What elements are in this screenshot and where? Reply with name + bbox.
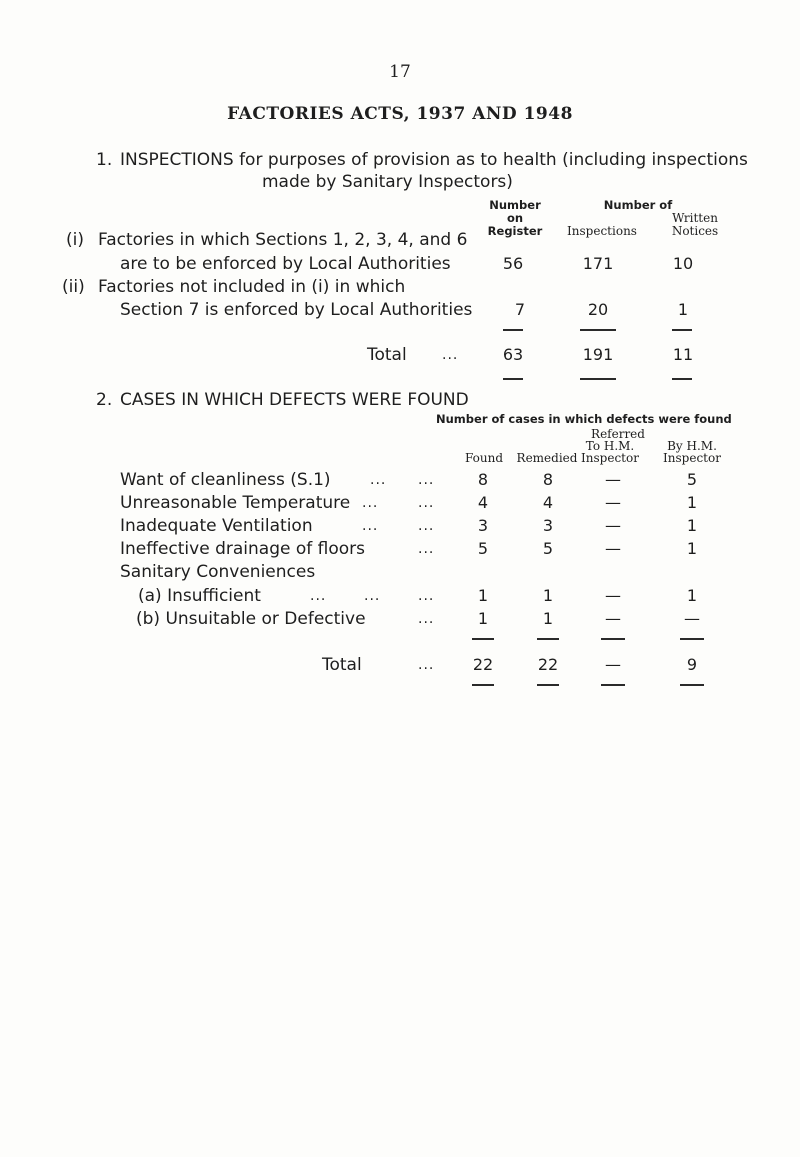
section2-total-to-hm: —	[605, 655, 621, 674]
defect-row1-dots2: ...	[418, 472, 435, 488]
defect-row2-remedied: 4	[542, 493, 554, 512]
col-found: Found	[464, 451, 504, 465]
sanitary-conveniences-label: Sanitary Conveniences	[120, 562, 316, 582]
defect-row4-dots2: ...	[418, 541, 435, 557]
defect-subrow-a-dots1b: ...	[364, 588, 381, 604]
defect-subrow-b-by-hm: —	[684, 609, 700, 628]
rule-to-hm-top	[601, 638, 625, 640]
defect-subrow-a-found: 1	[477, 586, 489, 605]
row2-label-line2: Section 7 is enforced by Local Authorities	[120, 300, 473, 320]
section2-number: 2.	[96, 390, 113, 410]
defect-subrow-a-label: (a) Insufficient	[138, 586, 261, 606]
row2-label-num: (ii)	[62, 277, 85, 297]
page-number: 17	[389, 62, 411, 82]
defect-row1-dots1: ...	[370, 472, 387, 488]
row2-label-line1: Factories not included in (i) in which	[98, 277, 406, 297]
defect-row4-label: Ineffective drainage of floors	[120, 539, 365, 559]
section1-total-register: 63	[502, 345, 524, 364]
row2-notices: 1	[677, 300, 689, 319]
defect-row2-dots2: ...	[418, 495, 435, 511]
col-register-line1: Number	[489, 198, 541, 212]
rule-found-bottom	[472, 684, 494, 686]
rule-notices-bottom	[672, 378, 692, 380]
col-inspections: Inspections	[567, 224, 637, 238]
row2-inspections: 20	[587, 300, 609, 319]
defect-row1-label: Want of cleanliness (S.1)	[120, 470, 331, 490]
row1-inspections: 171	[582, 254, 614, 273]
defect-subrow-b-remedied: 1	[542, 609, 554, 628]
col-number-of: Number of	[603, 198, 673, 212]
defect-row1-by-hm: 5	[686, 470, 698, 489]
defect-row3-remedied: 3	[542, 516, 554, 535]
section1-heading-line1: INSPECTIONS for purposes of provision as to health (including inspections	[120, 150, 748, 170]
section1-total-dots: ...	[442, 347, 459, 363]
section2-total-by-hm: 9	[686, 655, 698, 674]
section2-total-dots: ...	[418, 657, 435, 673]
defect-row2-by-hm: 1	[686, 493, 698, 512]
section1-total-notices: 11	[672, 345, 694, 364]
defect-row3-label: Inadequate Ventilation	[120, 516, 313, 536]
defect-subrow-a-dots1: ...	[310, 588, 327, 604]
section1-total-inspections: 191	[582, 345, 614, 364]
col-written-line2: Notices	[671, 224, 719, 238]
defect-row4-to-hm: —	[605, 539, 621, 558]
col-written-line1: Written	[672, 211, 718, 225]
defect-row3-dots1: ...	[362, 518, 379, 534]
defect-row4-by-hm: 1	[686, 539, 698, 558]
rule-notices-top	[672, 329, 692, 331]
defect-subrow-b-dots2: ...	[418, 611, 435, 627]
col-remedied: Remedied	[516, 451, 578, 465]
rule-remedied-bottom	[537, 684, 559, 686]
section2-total-found: 22	[472, 655, 494, 674]
row1-notices: 10	[672, 254, 694, 273]
col-referred: Referred	[591, 427, 645, 441]
col-register-line2: on	[506, 211, 524, 225]
rule-register-bottom	[503, 378, 523, 380]
defect-row3-by-hm: 1	[686, 516, 698, 535]
section2-group-header: Number of cases in which defects were found	[436, 412, 732, 426]
col-register-line3: Register	[487, 224, 543, 238]
defect-subrow-b-label: (b) Unsuitable or Defective	[136, 609, 366, 629]
defect-row2-label: Unreasonable Temperature	[120, 493, 351, 513]
section1-number: 1.	[96, 150, 113, 170]
rule-by-hm-top	[680, 638, 704, 640]
defect-row2-to-hm: —	[605, 493, 621, 512]
defect-subrow-a-to-hm: —	[605, 586, 621, 605]
defect-row3-dots2: ...	[418, 518, 435, 534]
defect-row3-found: 3	[477, 516, 489, 535]
rule-by-hm-bottom	[680, 684, 704, 686]
col-by-hm-line1: By H.M.	[667, 439, 717, 453]
defect-subrow-a-by-hm: 1	[686, 586, 698, 605]
defect-subrow-b-to-hm: —	[605, 609, 621, 628]
col-to-hm-line2: Inspector	[581, 451, 639, 465]
rule-inspections-bottom	[580, 378, 616, 380]
row1-register: 56	[502, 254, 524, 273]
row1-label-line2: are to be enforced by Local Authorities	[120, 254, 451, 274]
rule-found-top	[472, 638, 494, 640]
section1-heading-line2: made by Sanitary Inspectors)	[262, 172, 513, 192]
rule-inspections-top	[580, 329, 616, 331]
row2-register: 7	[514, 300, 526, 319]
defect-subrow-a-remedied: 1	[542, 586, 554, 605]
rule-remedied-top	[537, 638, 559, 640]
rule-register-top	[503, 329, 523, 331]
defect-row1-found: 8	[477, 470, 489, 489]
defect-row3-to-hm: —	[605, 516, 621, 535]
col-to-hm-line1: To H.M.	[585, 439, 635, 453]
col-by-hm-line2: Inspector	[663, 451, 721, 465]
defect-row2-found: 4	[477, 493, 489, 512]
document-title: FACTORIES ACTS, 1937 AND 1948	[227, 104, 573, 124]
defect-subrow-a-dots2: ...	[418, 588, 435, 604]
section2-total-label: Total	[322, 655, 362, 675]
section2-heading: CASES IN WHICH DEFECTS WERE FOUND	[120, 390, 469, 410]
defect-row4-remedied: 5	[542, 539, 554, 558]
defect-row2-dots1: ...	[362, 495, 379, 511]
row1-label-line1: Factories in which Sections 1, 2, 3, 4, and 6	[98, 230, 468, 250]
section2-total-remedied: 22	[537, 655, 559, 674]
section1-total-label: Total	[367, 345, 407, 365]
defect-subrow-b-found: 1	[477, 609, 489, 628]
defect-row1-to-hm: —	[605, 470, 621, 489]
defect-row1-remedied: 8	[542, 470, 554, 489]
rule-to-hm-bottom	[601, 684, 625, 686]
defect-row4-found: 5	[477, 539, 489, 558]
row1-label-num: (i)	[66, 230, 84, 250]
